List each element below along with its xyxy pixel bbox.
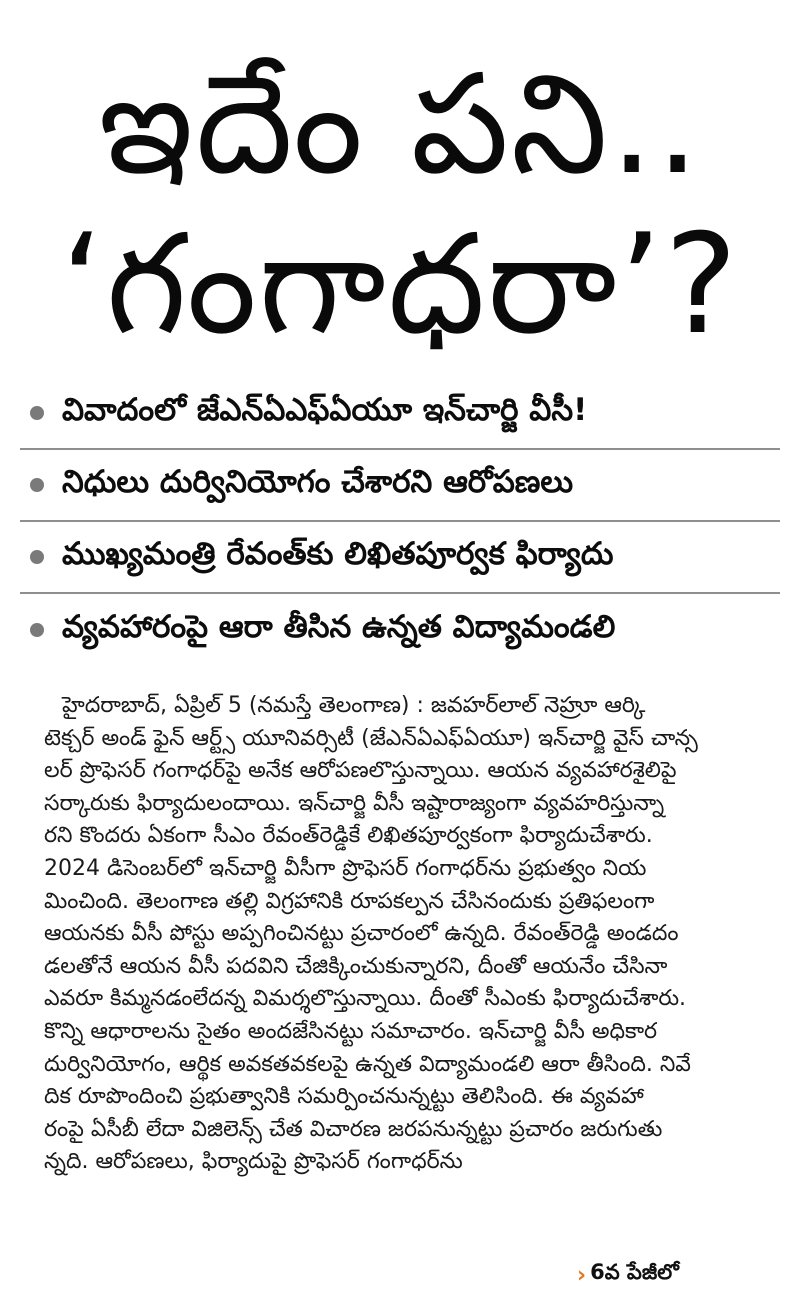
article-line: 2024 డిసెంబర్‌లో ఇన్‌చార్జి వీసీగా ప్రొఫెసర్ గంగాధర్‌ను ప్రభుత్వం నియ <box>44 855 647 881</box>
article-line: హైదరాబాద్, ఏప్రిల్ 5 (నమస్తే తెలంగాణ) : జవహర్‌లాల్ నెహ్రూ ఆర్కి <box>62 693 646 718</box>
continuation-label: 6వ పేజీలో <box>590 1260 679 1284</box>
article-line: టెక్చర్ అండ్ ఫైన్ ఆర్ట్స్ యూనివర్సిటీ (జేఎన్ఏఎఫ్ఏయూ) ఇన్‌చార్జి వైస్ చాన్స <box>44 725 698 751</box>
article-line: మించింది. తెలంగాణ తల్లి విగ్రహానికి రూపకల్పన చేసినందుకు ప్రతిఫలంగా <box>44 888 655 914</box>
article-line: ఎవరూ కిమ్మనడంలేదన్న విమర్శలొస్తున్నాయి. దీంతో సీఎంకు ఫిర్యాదుచేశారు. <box>44 986 687 1012</box>
article-line: డలతోనే ఆయన వీసీ పదవిని చేజిక్కించుకున్నారని, దీంతో ఆయనేం చేసినా <box>44 953 668 979</box>
article-line: ఆయనకు వీసీ పోస్టు అప్పగించినట్టు ప్రచారంలో ఉన్నది. రేవంత్‌రెడ్డి అండదం <box>44 921 679 947</box>
article-line: కొన్ని ఆధారాలను సైతం అందజేసినట్టు సమాచారం. ఇన్‌చార్జి వీసీ అధికార <box>44 1018 658 1044</box>
bullet-item <box>20 522 780 594</box>
bullet-dot-icon <box>30 550 44 564</box>
bullet-text: ముఖ్యమంత్రి రేవంత్‌కు లిఖితపూర్వక ఫిర్యాదు <box>62 535 614 572</box>
headline-line-1: ఇదేం పని.. <box>98 44 702 205</box>
article-line: రంపై ఏసీబీ లేదా విజిలెన్స్ చేత విచారణ జరపనున్నట్టు ప్రచారం జరుగుతు <box>44 1116 663 1142</box>
bullet-item <box>20 378 780 450</box>
article-line: రని కొందరు ఏకంగా సీఎం రేవంత్‌రెడ్డికే లిఖితపూర్వకంగా ఫిర్యాదుచేశారు. <box>44 823 653 849</box>
bullet-dot-icon <box>30 478 44 492</box>
bullet-item <box>20 594 780 666</box>
continuation-arrow-icon: › <box>577 1262 587 1288</box>
continued-on-page-6 <box>577 1260 679 1290</box>
article-line: న్నది. ఆరోపణలు, ఫిర్యాదుపై ప్రొఫెసర్ గంగాధర్‌ను <box>44 1149 463 1175</box>
bullet-dot-icon <box>30 406 44 420</box>
bullet-item <box>20 450 780 522</box>
article-body <box>44 690 778 1179</box>
bullet-dot-icon <box>30 623 44 637</box>
bullet-text: నిధులు దుర్వినియోగం చేశారని ఆరోపణలు <box>62 463 574 500</box>
article-line: సర్కారుకు ఫిర్యాదులందాయి. ఇన్‌చార్జి వీసీ ఇష్టారాజ్యంగా వ్యవహరిస్తున్నా <box>44 790 665 816</box>
subheadline-bullets <box>20 378 780 666</box>
article-line: దుర్వినియోగం, ఆర్థిక అవకతవకలపై ఉన్నత విద్యామండలి ఆరా తీసింది. నివే <box>44 1051 691 1077</box>
bullet-text: వ్యవహారంపై ఆరా తీసిన ఉన్నత విద్యామండలి <box>62 608 616 645</box>
article-line: దిక రూపొందించి ప్రభుత్వానికి సమర్పించనున్నట్టు తెలిసింది. ఈ వ్యవహా <box>44 1084 644 1110</box>
article-line: లర్ ప్రొఫెసర్ గంగాధర్‌పై అనేక ఆరోపణలొస్తున్నాయి. ఆయన వ్యవహారశైలిపై <box>44 758 677 784</box>
bullet-text: వివాదంలో జేఎన్ఏఎఫ్ఏయూ ఇన్‌చార్జి వీసీ! <box>62 391 588 428</box>
headline-line-2: ‘గంగాధరా’? <box>60 204 740 365</box>
